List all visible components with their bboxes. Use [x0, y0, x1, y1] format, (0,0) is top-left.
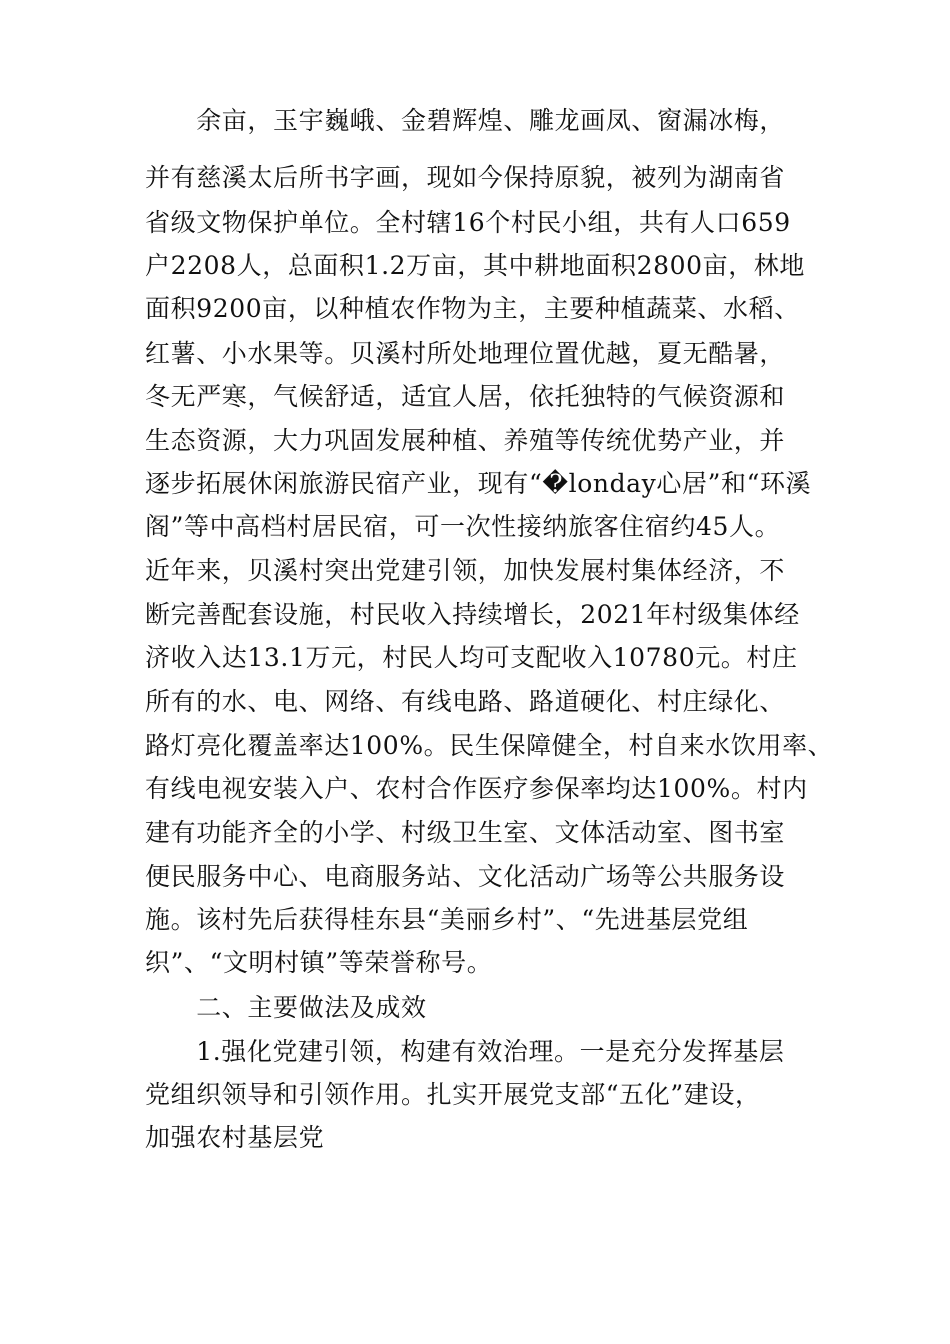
- text-line: 所有的水、电、网络、有线电路、路道硬化、村庄绿化、: [145, 687, 786, 716]
- text-line: 红薯、小水果等。贝溪村所处地理位置优越，夏无酷暑，: [145, 339, 786, 368]
- text-line: 省级文物保护单位。全村辖16个村民小组，共有人口659: [145, 208, 791, 237]
- text-line: 加强农村基层党: [145, 1123, 325, 1152]
- text-line: 施。该村先后获得桂东县“美丽乡村”、“先进基层党组: [145, 905, 749, 934]
- text-line: 建有功能齐全的小学、村级卫生室、文体活动室、图书室: [145, 818, 786, 847]
- text-line: 生态资源，大力巩固发展种植、养殖等传统优势产业，并: [145, 426, 786, 455]
- text-line: 面积9200亩，以种植农作物为主，主要种植蔬菜、水稻、: [145, 294, 800, 323]
- text-line: 便民服务中心、电商服务站、文化活动广场等公共服务设: [145, 862, 786, 891]
- text-line: 阁”等中高档村居民宿，可一次性接纳旅客住宿约45人。: [145, 512, 781, 541]
- text-line: 1.强化党建引领，构建有效治理。一是充分发挥基层: [145, 1037, 785, 1066]
- text-line: 户2208人，总面积1.2万亩，其中耕地面积2800亩，林地: [145, 251, 806, 280]
- text-line: 冬无严寒，气候舒适，适宜人居，依托独特的气候资源和: [145, 382, 786, 411]
- text-line: 路灯亮化覆盖率达100%。民生保障健全，村自来水饮用率、: [145, 731, 834, 760]
- text-line: 逐步拓展休闲旅游民宿产业，现有“�londay心居”和“环溪: [145, 469, 812, 498]
- text-line: 并有慈溪太后所书字画，现如今保持原貌，被列为湖南省: [145, 163, 786, 192]
- text-line: 济收入达13.1万元，村民人均可支配收入10780元。村庄: [145, 643, 798, 672]
- text-line: 断完善配套设施，村民收入持续增长，2021年村级集体经: [145, 600, 800, 629]
- text-line: 党组织领导和引领作用。扎实开展党支部“五化”建设，: [145, 1080, 761, 1109]
- text-line: 有线电视安装入户、农村合作医疗参保率均达100%。村内: [145, 774, 808, 803]
- text-line: 近年来，贝溪村突出党建引领，加快发展村集体经济，不: [145, 556, 786, 585]
- section-heading: 二、主要做法及成效: [145, 993, 427, 1022]
- text-line: 织”、“文明村镇”等荣誉称号。: [145, 948, 493, 977]
- text-line: 余亩，玉宇巍峨、金碧辉煌、雕龙画凤、窗漏冰梅，: [145, 106, 786, 135]
